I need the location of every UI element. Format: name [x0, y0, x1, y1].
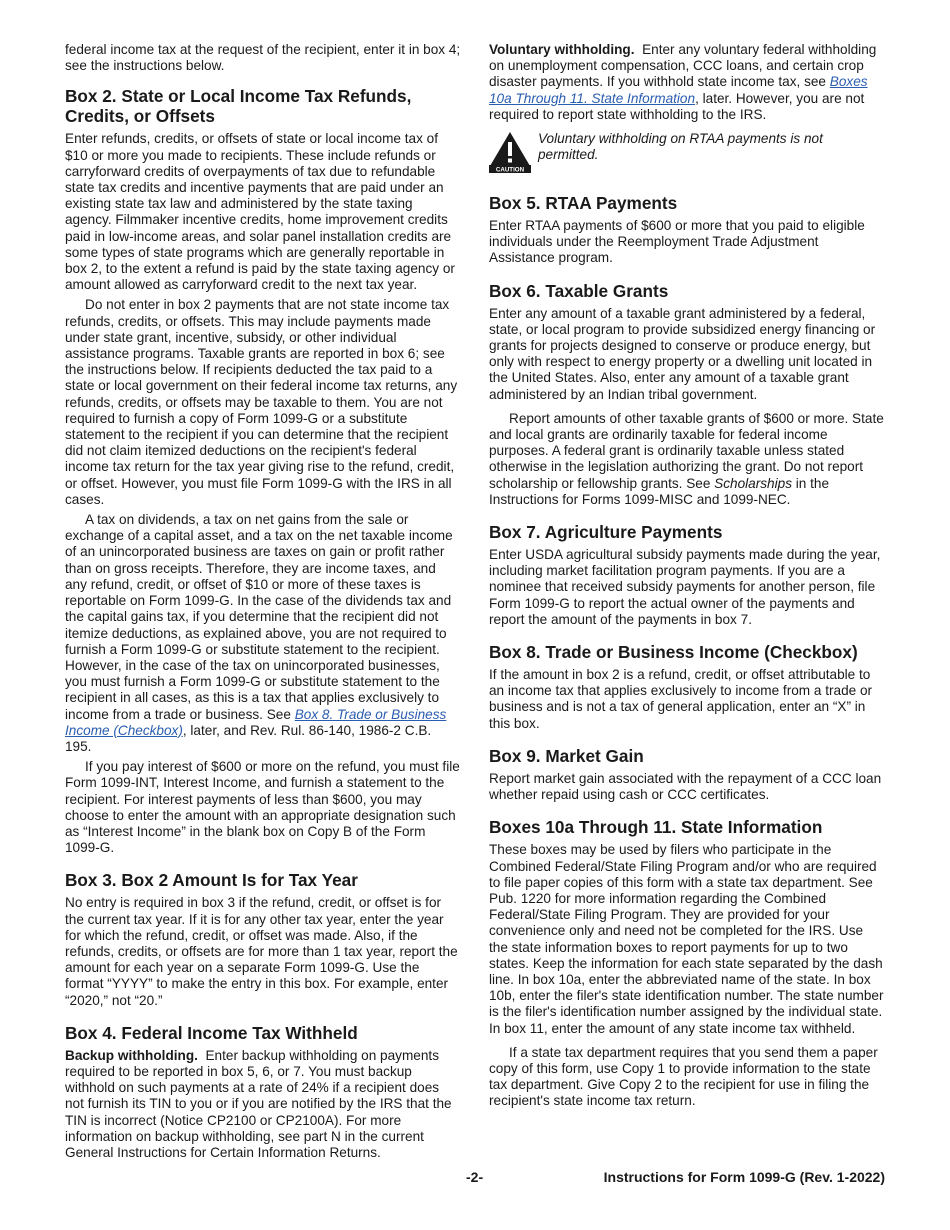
scholarships-emphasis: Scholarships: [714, 475, 792, 491]
box6-paragraph-2: [489, 411, 885, 508]
left-column: [65, 42, 461, 1165]
box10-paragraph-1: These boxes may be used by filers who participate in the Combined Federal/State Filing Program and/or who are required to file paper copies of this form with a state tax department. See Pub. 1220 for more information regarding the Combined Federal/State Filing Program. They are provided for your convenience only and need not be completed for the IRS. Use the state information boxes to report payments for up to two states. Keep the information for each state separated by the dash line. In box 10a, enter the abbreviated name of the state. In box 10b, enter the filer's state identification number. The state number is the filer's identification number assigned by the individual state. In box 11, enter the amount of any state income tax withheld.: [489, 842, 884, 1036]
box9-paragraph-1: Report market gain associated with the repayment of a CCC loan whether repaid using cash or CCC certificates.: [489, 770, 882, 803]
box5-paragraph-1: Enter RTAA payments of $600 or more that you paid to eligible individuals under the Reemployment Trade Adjustment Assistance program.: [489, 218, 865, 266]
voluntary-text: Enter any voluntary federal withholding on unemployment compensation, CCC loans, and certain crop disaster payments. If you withhold state income tax, see: [489, 42, 877, 90]
box6-heading: Box 6. Taxable Grants: [489, 280, 669, 301]
caution-icon-label: CAUTION: [495, 166, 525, 174]
box4-heading: Box 4. Federal Income Tax Withheld: [65, 1022, 358, 1043]
box5-heading: Box 5. RTAA Payments: [489, 193, 678, 214]
voluntary-withholding-runin: Voluntary withholding.: [489, 42, 635, 57]
right-column: [489, 42, 885, 1114]
caution-text: Voluntary withholding on RTAA payments is not permitted.: [538, 131, 823, 163]
box2-paragraph-1: Enter refunds, credits, or offsets of state or local income tax of $10 or more you made to recipients. These include refunds or carryforward credits of overpayments of tax due to refundable state tax credits and incentive payments that are paid under an existing state tax law and administered by the state taxing agency. Filmmaker incentive credits, home improvement credits paid in low-income areas, and solar panel installation credits are some types of state programs which are generally reportable in box 2, to the extent a refund is paid by the state taxing agency or amount allowed as carryforward credit to the next tax year.: [65, 131, 455, 293]
backup-withholding-text: Enter backup withholding on payments required to be reported in box 5, 6, or 7. You must backup withhold on such payments at a rate of 24% if a recipient does not furnish its TIN to you or if you are notified by the IRS that the TIN is incorrect (Notice CP2100 or CP2100A). For more information on backup withholding, see part N in the current General Instructions for Certain Information Returns.: [65, 1047, 452, 1160]
boxes10a-crossref-link[interactable]: Boxes 10a Through 11. State Information: [489, 74, 868, 106]
box2-heading: Box 2. State or Local Income Tax Refunds, Credits, or Offsets: [65, 86, 412, 127]
box8-heading: Box 8. Trade or Business Income (Checkbox): [489, 642, 858, 663]
page-number: -2-: [466, 1169, 484, 1185]
box9-heading: Box 9. Market Gain: [489, 745, 644, 766]
backup-withholding-runin: Backup withholding.: [65, 1047, 198, 1063]
intro-paragraph: federal income tax at the request of the recipient, enter it in box 4; see the instructions below.: [65, 42, 461, 74]
voluntary-tail: , later. However, you are not required to report state withholding to the IRS.: [489, 90, 865, 122]
box8-paragraph-1: If the amount in box 2 is a refund, credit, or offset attributable to an income tax that applies exclusively to income from a trade or business and is not a tax of general application, enter an “X” in this box.: [489, 667, 873, 731]
box3-paragraph-1: No entry is required in box 3 if the refund, credit, or offset is for the current tax year. If it is for any other tax year, enter the year for which the refund, credit, or offset was made. Also, if the refunds, credits, or offsets are for more than 1 tax year, report the amount for each year on a separate Form 1099-G. Use the format “YYYY” to make the entry in this box. For example, enter “2020,” not “20.”: [65, 895, 458, 1008]
box4-paragraph-1: [65, 1048, 461, 1161]
box2-paragraph-2: Do not enter in box 2 payments that are not state income tax refunds, credits, or offsets. This may include payments made under state grant, incentive, subsidy, or other individual assistance programs. Taxable grants are reported in box 6; see the instructions below. If recipients deducted the tax paid to a state or local government on their federal income tax returns, any refunds, credits, or offsets may be taxable to them. You are not required to furnish a copy of Form 1099-G or a substitute statement to the recipient if you can determine that the recipient did not claim itemized deductions on the recipient's federal income tax return for the tax year giving rise to the refund, credit, or offset. However, you must file Form 1099-G with the IRS in all cases.: [65, 297, 458, 507]
box7-paragraph-1: Enter USDA agricultural subsidy payments made during the year, including market facilitation program payments. If you are a nominee that received subsidy payments for another person, file Form 1099-G to report the actual owner of the payments and report the amount of the payments in box 7.: [489, 547, 881, 627]
caution-icon: [489, 131, 531, 173]
box6-paragraph-1: Enter any amount of a taxable grant administered by a federal, state, or local program to provide subsidized energy financing or grants for projects designed to conserve or produce energy, but only with respect to energy property or a dwelling unit located in the United States. Also, enter any amount of a taxable grant administered by an Indian tribal government.: [489, 305, 876, 402]
voluntary-withholding-paragraph: [489, 42, 885, 123]
caution-note: [489, 131, 885, 173]
box7-heading: Box 7. Agriculture Payments: [489, 522, 723, 543]
box8-crossref-link[interactable]: Box 8. Trade or Business Income (Checkbox): [65, 706, 447, 738]
box10-paragraph-2: If a state tax department requires that you send them a paper copy of this form, use Copy 1 to provide information to the state tax department. Give Copy 2 to the recipient for use in filing the recipient's state income tax return.: [489, 1044, 878, 1109]
box6-p2-text: Report amounts of other taxable grants of $600 or more. State and local grants are ordinarily taxable for federal income purposes. A federal grant is ordinarily taxable unless stated otherwise in the legislation authorizing the grant. Do not report scholarship or fellowship grants. See: [489, 410, 884, 491]
box10-heading: Boxes 10a Through 11. State Information: [489, 817, 823, 838]
form-reference: Instructions for Form 1099-G (Rev. 1-2022): [603, 1169, 885, 1185]
box2-paragraph-4: If you pay interest of $600 or more on the refund, you must file Form 1099-INT, Interest Income, and furnish a statement to the recipient. For interest payments of less than $600, you may choose to enter the amount with an appropriate designation such as “Interest Income” in the blank box on Copy B of the Form 1099-G.: [65, 759, 460, 856]
box6-p2-tail: in the Instructions for Forms 1099-MISC and 1099-NEC.: [489, 475, 830, 507]
box3-heading: Box 3. Box 2 Amount Is for Tax Year: [65, 870, 358, 891]
box2-p3-tail: , later, and Rev. Rul. 86-140, 1986-2 C.B. 195.: [65, 722, 432, 754]
box2-paragraph-3: [65, 512, 461, 755]
box2-p3-text: A tax on dividends, a tax on net gains from the sale or exchange of a capital asset, and a tax on the net taxable income of an unincorporated business are taxes on gain or profit rather than on gross receipts. Therefore, they are income taxes, and any refund, credit, or offset of $10 or more of these taxes is reportable on Form 1099-G. In the case of the dividends tax and the capital gains tax, if you determine that the recipient did not itemize deductions, as explained above, you are not required to furnish a Form 1099-G or substitute statement to the recipient. However, in the case of the tax on unincorporated businesses, you must furnish a Form 1099-G or substitute statement to the recipient in all cases, as this is a tax that applies exclusively to income from a trade or business. See: [65, 512, 453, 722]
